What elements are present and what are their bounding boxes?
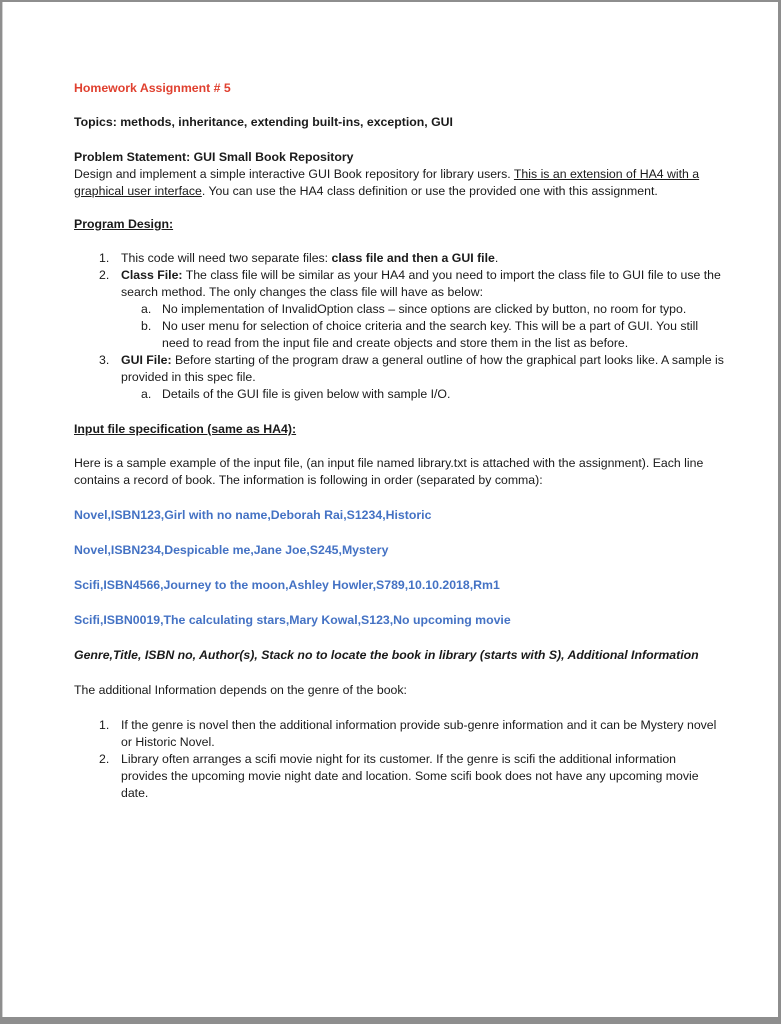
design-item-1-text: This code will need two separate files: (121, 251, 332, 265)
input-spec-text: Here is a sample example of the input file, (an input file named library.txt is attached with the assignment). Each line contains a record of book. The information is following in order (separated by comma): (74, 456, 704, 487)
design-item-2-bold: Class File: (121, 268, 183, 282)
design-item-2a-text: No implementation of InvalidOption class – since options are clicked by button, no room for typo. (162, 302, 687, 316)
design-item-2b-text: No user menu for selection of choice criteria and the search key. This will be a part of GUI. You still need to read from the input file and create objects and store them in the list as before. (162, 319, 699, 350)
additional-item-1 (99, 717, 724, 751)
design-item-3-bold: GUI File: (121, 353, 172, 367)
problem-statement-heading: Problem Statement: GUI Small Book Repository (74, 150, 354, 164)
assignment-title: Homework Assignment # 5 (74, 81, 231, 95)
additional-item-2-text: Library often arranges a scifi movie night for its customer. If the genre is scifi the additional information provides the upcoming movie night date and location. Some scifi book does not have any upcoming movie date. (121, 752, 699, 800)
additional-info-list (74, 717, 724, 802)
sample-line: Scifi,ISBN0019,The calculating stars,Mary Kowal,S123,No upcoming movie (74, 613, 511, 627)
design-item-2b (141, 318, 724, 352)
record-format-line: Genre,Title, ISBN no, Author(s), Stack no to locate the book in library (starts with S), Additional Information (74, 648, 699, 662)
design-item-1 (99, 250, 724, 267)
list-number: 2. (99, 268, 110, 282)
sublist-letter: b. (141, 319, 152, 333)
sublist-letter: a. (141, 302, 152, 316)
sample-line: Novel,ISBN234,Despicable me,Jane Joe,S245,Mystery (74, 543, 389, 557)
design-item-1-end: . (494, 251, 499, 265)
list-number: 2. (99, 752, 110, 766)
sample-line: Scifi,ISBN4566,Journey to the moon,Ashley Howler,S789,10.10.2018,Rm1 (74, 578, 500, 592)
problem-statement-text (74, 166, 724, 200)
design-item-2a (141, 301, 724, 318)
additional-item-1-text: If the genre is novel then the additional information provide sub-genre information and it can be Mystery novel or Historic Novel. (121, 718, 717, 749)
program-design-heading: Program Design: (74, 217, 174, 231)
design-item-3a-text: Details of the GUI file is given below with sample I/O. (162, 387, 451, 401)
program-design-list (74, 250, 724, 403)
list-number: 1. (99, 718, 110, 732)
problem-text-underlined: This is an extension of HA4 with a graphical user interface (74, 167, 700, 198)
input-spec-heading: Input file specification (same as HA4): (74, 422, 297, 436)
gui-file-sublist (121, 386, 724, 403)
class-file-sublist (121, 301, 724, 352)
topics-line: Topics: methods, inheritance, extending built-ins, exception, GUI (74, 115, 453, 129)
design-item-3a (141, 386, 724, 403)
list-number: 3. (99, 353, 110, 367)
document-page (2, 2, 778, 1017)
design-item-3-text: Before starting of the program draw a general outline of how the graphical part looks like. A sample is provided in this spec file. (121, 353, 724, 384)
sublist-letter: a. (141, 387, 152, 401)
design-item-3 (99, 352, 724, 403)
sample-line: Novel,ISBN123,Girl with no name,Deborah Rai,S1234,Historic (74, 508, 432, 522)
additional-item-2 (99, 751, 724, 802)
list-number: 1. (99, 251, 110, 265)
design-item-2 (99, 267, 724, 352)
problem-text-part1: Design and implement a simple interactive GUI Book repository for library users. (74, 167, 514, 181)
document-content (74, 80, 724, 802)
problem-text-part2: . You can use the HA4 class definition or use the provided one with this assignment. (201, 184, 658, 198)
design-item-2-text: The class file will be similar as your HA4 and you need to import the class file to GUI file to use the search method. The only changes the class file will have as below: (121, 268, 721, 299)
additional-info-intro: The additional Information depends on the genre of the book: (74, 683, 407, 697)
design-item-1-bold: class file and then a GUI file (331, 251, 495, 265)
